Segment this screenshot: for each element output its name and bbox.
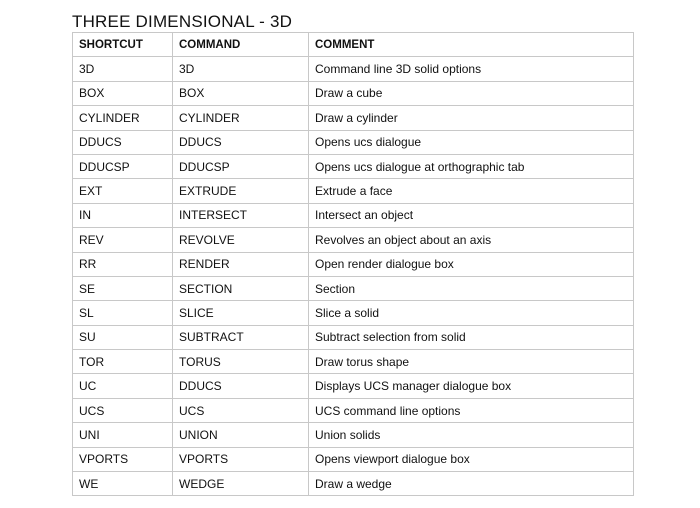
command-cell: SLICE (173, 301, 309, 325)
command-cell: INTERSECT (173, 203, 309, 227)
shortcut-cell: WE (73, 472, 173, 496)
command-cell: EXTRUDE (173, 179, 309, 203)
command-cell: RENDER (173, 252, 309, 276)
shortcut-cell: BOX (73, 81, 173, 105)
table-row (73, 423, 634, 447)
command-cell: SUBTRACT (173, 325, 309, 349)
table-row (73, 472, 634, 496)
table-row (73, 276, 634, 300)
shortcut-cell: DDUCS (73, 130, 173, 154)
command-cell: CYLINDER (173, 106, 309, 130)
shortcut-table (72, 32, 634, 496)
table-row (73, 252, 634, 276)
header-comment: COMMENT (309, 33, 634, 57)
shortcut-cell: TOR (73, 350, 173, 374)
shortcut-cell: UC (73, 374, 173, 398)
command-cell: UCS (173, 398, 309, 422)
table-row (73, 374, 634, 398)
comment-cell: Union solids (309, 423, 634, 447)
table-row (73, 81, 634, 105)
shortcut-cell: EXT (73, 179, 173, 203)
shortcut-cell: SU (73, 325, 173, 349)
comment-cell: Displays UCS manager dialogue box (309, 374, 634, 398)
command-cell: 3D (173, 57, 309, 81)
shortcut-cell: UNI (73, 423, 173, 447)
comment-cell: Section (309, 276, 634, 300)
comment-cell: UCS command line options (309, 398, 634, 422)
table-row (73, 154, 634, 178)
command-cell: VPORTS (173, 447, 309, 471)
table-row (73, 179, 634, 203)
table-header-row (73, 33, 634, 57)
command-cell: BOX (173, 81, 309, 105)
table-row (73, 203, 634, 227)
shortcut-cell: UCS (73, 398, 173, 422)
comment-cell: Revolves an object about an axis (309, 228, 634, 252)
table-row (73, 301, 634, 325)
comment-cell: Command line 3D solid options (309, 57, 634, 81)
table-row (73, 228, 634, 252)
table-row (73, 130, 634, 154)
comment-cell: Extrude a face (309, 179, 634, 203)
command-cell: DDUCS (173, 374, 309, 398)
command-cell: UNION (173, 423, 309, 447)
command-cell: DDUCSP (173, 154, 309, 178)
table-row (73, 325, 634, 349)
shortcut-cell: CYLINDER (73, 106, 173, 130)
shortcut-cell: 3D (73, 57, 173, 81)
table-row (73, 57, 634, 81)
comment-cell: Opens ucs dialogue (309, 130, 634, 154)
comment-cell: Slice a solid (309, 301, 634, 325)
shortcut-cell: DDUCSP (73, 154, 173, 178)
shortcut-cell: REV (73, 228, 173, 252)
command-cell: DDUCS (173, 130, 309, 154)
comment-cell: Opens viewport dialogue box (309, 447, 634, 471)
comment-cell: Draw a cylinder (309, 106, 634, 130)
shortcut-cell: SE (73, 276, 173, 300)
shortcut-cell: IN (73, 203, 173, 227)
command-cell: SECTION (173, 276, 309, 300)
shortcut-cell: VPORTS (73, 447, 173, 471)
table-row (73, 447, 634, 471)
header-shortcut: SHORTCUT (73, 33, 173, 57)
page-title: THREE DIMENSIONAL - 3D (72, 12, 293, 31)
comment-cell: Draw a wedge (309, 472, 634, 496)
comment-cell: Intersect an object (309, 203, 634, 227)
command-cell: REVOLVE (173, 228, 309, 252)
comment-cell: Open render dialogue box (309, 252, 634, 276)
header-command: COMMAND (173, 33, 309, 57)
shortcut-cell: RR (73, 252, 173, 276)
shortcut-cell: SL (73, 301, 173, 325)
comment-cell: Draw torus shape (309, 350, 634, 374)
table-body (73, 57, 634, 496)
comment-cell: Draw a cube (309, 81, 634, 105)
comment-cell: Opens ucs dialogue at orthographic tab (309, 154, 634, 178)
command-cell: WEDGE (173, 472, 309, 496)
table-row (73, 398, 634, 422)
command-cell: TORUS (173, 350, 309, 374)
comment-cell: Subtract selection from solid (309, 325, 634, 349)
table-row (73, 350, 634, 374)
table-row (73, 106, 634, 130)
